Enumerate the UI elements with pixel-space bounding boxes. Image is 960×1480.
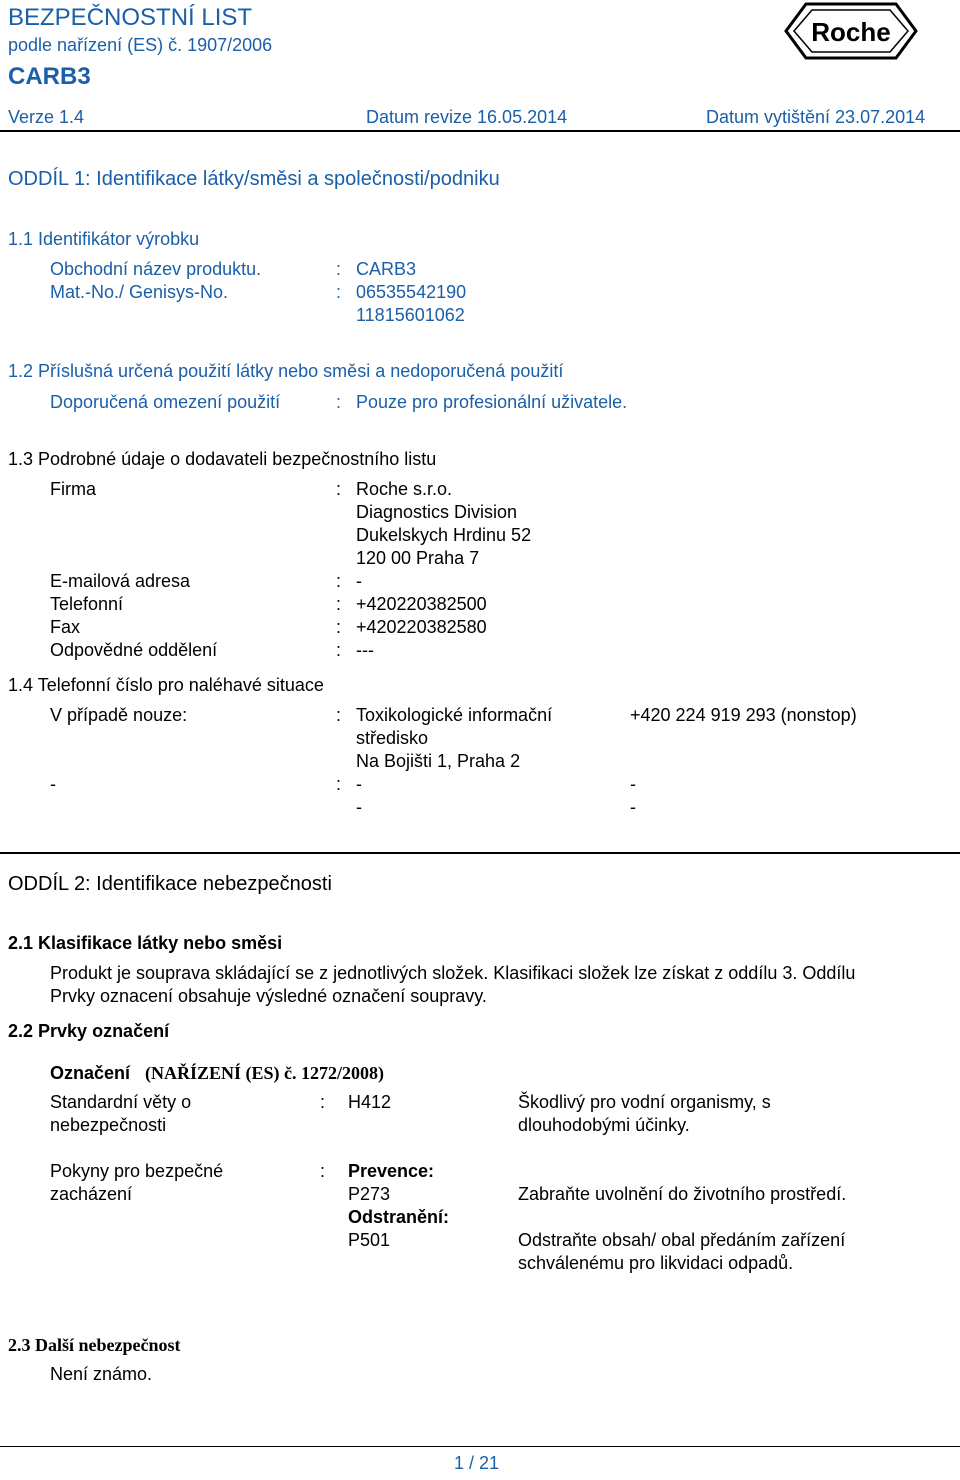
section-1-3-heading: 1.3 Podrobné údaje o dodavateli bezpečnostního listu: [8, 449, 437, 469]
emergency-phone: +420 224 919 293 (nonstop): [630, 705, 857, 725]
emergency-row-2-phone-2: -: [630, 797, 636, 817]
precaution-label-2: zacházení: [50, 1184, 133, 1204]
emergency-address: Na Bojišti 1, Praha 2: [356, 751, 521, 771]
colon: :: [336, 705, 342, 725]
precaution-label-1: Pokyny pro bezpečné: [50, 1161, 224, 1181]
colon: :: [336, 617, 342, 637]
p273-text: Zabraňte uvolnění do životního prostředí.: [518, 1184, 847, 1204]
section-1-1-heading: 1.1 Identifikátor výrobku: [8, 229, 200, 249]
print-date: Datum vytištění 23.07.2014: [706, 107, 926, 127]
revision-date: Datum revize 16.05.2014: [366, 107, 568, 127]
hazard-statement-label-1: Standardní věty o: [50, 1092, 192, 1112]
document-subtitle: podle nařízení (ES) č. 1907/2006: [8, 35, 273, 55]
colon: :: [336, 594, 342, 614]
colon: :: [336, 282, 342, 302]
hazard-text-line-1: Škodlivý pro vodní organismy, s: [518, 1092, 771, 1112]
hazard-statement-label-2: nebezpečnosti: [50, 1115, 167, 1135]
colon: :: [336, 640, 342, 660]
header-divider: [0, 130, 960, 132]
colon: :: [320, 1161, 326, 1181]
restriction-label: Doporučená omezení použití: [50, 392, 281, 412]
prevention-heading: Prevence:: [348, 1161, 435, 1181]
mat-no-value-1: 06535542190: [356, 282, 467, 302]
product-name-header: CARB3: [8, 63, 91, 90]
p501-text-line-1: Odstraňte obsah/ obal předáním zařízení: [518, 1230, 846, 1250]
emergency-center-line-1: Toxikologické informační: [356, 705, 553, 725]
trade-name-value: CARB3: [356, 259, 417, 279]
hazard-text-line-2: dlouhodobými účinky.: [518, 1115, 690, 1135]
fax-label: Fax: [50, 617, 81, 637]
version: Verze 1.4: [8, 107, 85, 127]
email-value: -: [356, 571, 362, 591]
disposal-heading: Odstranění:: [348, 1207, 450, 1227]
p273-code: P273: [348, 1184, 391, 1204]
p501-text-line-2: schválenému pro likvidaci odpadů.: [518, 1253, 794, 1273]
company-line-2: Diagnostics Division: [356, 502, 518, 522]
section-1-4-heading: 1.4 Telefonní číslo pro naléhavé situace: [8, 675, 324, 695]
section-2-title: ODDÍL 2: Identifikace nebezpečnosti: [8, 873, 332, 895]
label-regulation: (NAŘÍZENÍ (ES) č. 1272/2008): [145, 1063, 385, 1083]
section-1-2-heading: 1.2 Příslušná určená použití látky nebo směsi a nedoporučená použití: [8, 361, 564, 381]
colon: :: [336, 479, 342, 499]
section-divider: [0, 852, 960, 854]
section-2-1-heading: 2.1 Klasifikace látky nebo směsi: [8, 933, 283, 953]
classification-text-line-2: Prvky oznacení obsahuje výsledné označení soupravy.: [50, 986, 487, 1006]
department-label: Odpovědné oddělení: [50, 640, 218, 660]
document-title: BEZPEČNOSTNÍ LIST: [8, 4, 253, 31]
restriction-value: Pouze pro profesionální uživatele.: [356, 392, 628, 412]
section-2-2-heading: 2.2 Prvky označení: [8, 1021, 170, 1041]
company-line-4: 120 00 Praha 7: [356, 548, 480, 568]
logo-text: Roche: [811, 17, 891, 47]
roche-logo: [784, 2, 918, 60]
page-number: 1 / 21: [454, 1453, 500, 1473]
fax-value: +420220382580: [356, 617, 487, 637]
company-label: Firma: [50, 479, 96, 499]
hazard-code: H412: [348, 1092, 392, 1112]
section-1-title: ODDÍL 1: Identifikace látky/směsi a společnosti/podniku: [8, 168, 500, 190]
label-prefix: Označení: [50, 1063, 131, 1083]
footer-divider: [0, 1446, 960, 1447]
company-line-1: Roche s.r.o.: [356, 479, 453, 499]
colon: :: [336, 774, 342, 794]
p501-code: P501: [348, 1230, 391, 1250]
other-hazards-text: Není známo.: [50, 1364, 153, 1384]
email-label: E-mailová adresa: [50, 571, 191, 591]
emergency-center-line-2: středisko: [356, 728, 429, 748]
colon: :: [336, 259, 342, 279]
mat-no-value-2: 11815601062: [356, 305, 465, 325]
emergency-row-2-value-1: -: [356, 774, 362, 794]
company-line-3: Dukelskych Hrdinu 52: [356, 525, 532, 545]
colon: :: [320, 1092, 326, 1112]
department-value: ---: [356, 640, 374, 660]
colon: :: [336, 392, 342, 412]
colon: :: [336, 571, 342, 591]
trade-name-label: Obchodní název produktu.: [50, 259, 262, 279]
phone-label: Telefonní: [50, 594, 124, 614]
emergency-row-2-phone-1: -: [630, 774, 636, 794]
classification-text-line-1: Produkt je souprava skládající se z jednotlivých složek. Klasifikaci složek lze získat z oddílu 3. Oddílu: [50, 963, 856, 983]
emergency-row-2-label: -: [50, 774, 56, 794]
emergency-label: V případě nouze:: [50, 705, 188, 725]
phone-value: +420220382500: [356, 594, 487, 614]
mat-no-label: Mat.-No./ Genisys-No.: [50, 282, 229, 302]
section-2-3-heading: 2.3 Další nebezpečnost: [8, 1335, 181, 1355]
emergency-row-2-value-2: -: [356, 797, 362, 817]
